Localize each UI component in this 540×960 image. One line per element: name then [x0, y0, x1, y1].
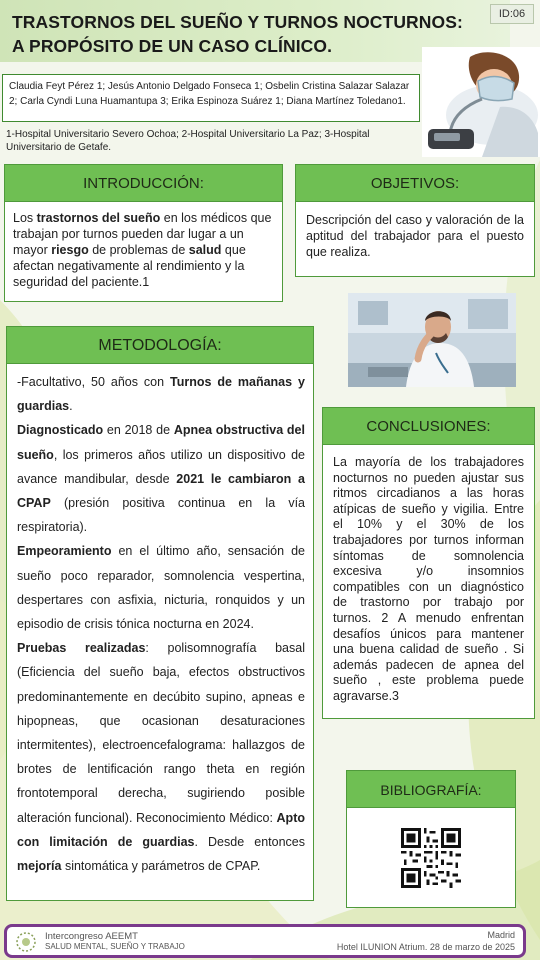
- m-text: : polisomnografía basal (Eficiencia del sueño baja, efectos obstructivos predominantemente en decúbito supino, apneas e hipopneas, que ocasionan desaturaciones intermitentes), electroencefalograma: hallazgos de brotes de lentificación rango theta en región frontotemporal derecha, sugiriendo posible alteración funcional). Reconocimiento Médico:: [17, 641, 305, 825]
- introduccion-text: [4, 202, 283, 302]
- cpap-patient-icon: [422, 47, 540, 157]
- m-text: -Facultativo, 50 años con: [17, 375, 170, 389]
- m-bold: Apnea obstructiva del sueño: [17, 423, 305, 462]
- conclusiones-text: La mayoría de los trabajadores nocturnos no pueden ajustar sus ritmos circadianos a las horas atípicas de sueño y vigilia. Entre el 10% y el 30% de los trabajadores por turnos informan síntomas de somnolencia excesiva y/o insomnios compatibles con un diagnóstico de trastorno por trabajo por turnos. 2 A menudo enfrentan desafíos únicos para mantener una buena calidad de sueño . Si además padecen de apnea del sueño , este problema puede agravarse.3: [322, 445, 535, 719]
- m-text: . Desde entonces: [194, 834, 305, 849]
- poster-title-line1: TRASTORNOS DEL SUEÑO Y TURNOS NOCTURNOS:: [12, 12, 463, 32]
- objetivos-heading: OBJETIVOS:: [295, 164, 535, 202]
- intro-text-4: que afectan negativamente al rendimiento y la seguridad del paciente.1: [13, 243, 246, 289]
- introduccion-section: [4, 164, 283, 302]
- bibliografia-section: [346, 770, 516, 908]
- conclusiones-heading: CONCLUSIONES:: [322, 407, 535, 445]
- poster-title-line2: A PROPÓSITO DE UN CASO CLÍNICO.: [12, 36, 333, 56]
- bibliografia-body: [346, 808, 516, 908]
- intro-bold-2: riesgo: [51, 243, 89, 257]
- tired-doctor-photo: [348, 293, 516, 387]
- metodologia-text: [6, 364, 314, 901]
- m-bold: mejoría: [17, 859, 62, 874]
- intro-bold-3: salud: [188, 243, 222, 257]
- footer-bar: [4, 924, 526, 958]
- affiliations: 1-Hospital Universitario Severo Ochoa; 2-Hospital Universitario La Paz; 3-Hospital Universitario de Getafe.: [6, 129, 370, 153]
- id-badge: ID:06: [490, 4, 534, 24]
- event-city: Madrid: [487, 930, 515, 940]
- m-bold: Turnos de mañanas y guardias: [17, 375, 305, 414]
- introduccion-heading: INTRODUCCIÓN:: [4, 164, 283, 202]
- intro-text-2: en los médicos que trabajan por turnos pueden dar lugar a un mayor: [13, 211, 272, 257]
- objetivos-text: Descripción del caso y valoración de la aptitud del trabajador para el puesto que realiza.: [295, 202, 535, 277]
- method-paragraph-4: [17, 636, 305, 878]
- objetivos-section: [295, 164, 535, 277]
- event-venue-date: Hotel ILUNION Atrium. 28 de marzo de 2025: [336, 942, 515, 952]
- intro-text-3: de problemas de: [88, 243, 189, 257]
- metodologia-section: [6, 326, 314, 901]
- qr-code-icon[interactable]: [401, 828, 461, 888]
- intro-text-1: Los: [13, 211, 37, 225]
- m-text: sintomática y parámetros de CPAP.: [61, 859, 261, 874]
- m-bold: Apto con limitación de guardias: [17, 810, 305, 849]
- m-text: en el último año, sensación de sueño poco reparador, somnolencia vespertina, despertares con asfixia, nicturia, ronquidos y un episodio de crisis tónica nocturna en 2024.: [17, 544, 305, 632]
- conclusiones-section: [322, 407, 535, 719]
- metodologia-heading: METODOLOGÍA:: [6, 326, 314, 364]
- bibliografia-heading: BIBLIOGRAFÍA:: [346, 770, 516, 808]
- m-bold: Diagnosticado: [17, 423, 104, 438]
- m-text: (presión positiva continua en la vía respiratoria).: [17, 496, 305, 535]
- method-paragraph-3: [17, 539, 305, 636]
- m-text: .: [69, 399, 73, 414]
- event-name: Intercongreso AEEMT: [45, 931, 138, 942]
- m-bold: Empeoramiento: [17, 544, 112, 559]
- event-logo-icon: [15, 931, 37, 953]
- event-subtitle: SALUD MENTAL, SUEÑO Y TRABAJO: [45, 942, 185, 951]
- m-bold: Pruebas realizadas: [17, 641, 146, 656]
- intro-bold-1: trastornos del sueño: [36, 211, 161, 225]
- method-paragraph-2: [17, 418, 305, 539]
- cpap-illustration: [422, 47, 540, 157]
- m-text: en 2018 de: [103, 423, 174, 438]
- m-text: , los primeros años utilizo un dispositivo de avance mandibular, desde: [17, 447, 305, 486]
- method-paragraph-1: [17, 370, 305, 418]
- m-bold: 2021 le cambiaron a CPAP: [17, 471, 305, 511]
- authors-box: Claudia Feyt Pérez 1; Jesús Antonio Delgado Fonseca 1; Osbelin Cristina Salazar Salazar 2; Carla Cyndi Luna Huamantupa 3; Erika Espinoza Suárez 1; Diana Martínez Toledano1.: [2, 74, 420, 122]
- tired-doctor-icon: [348, 293, 516, 387]
